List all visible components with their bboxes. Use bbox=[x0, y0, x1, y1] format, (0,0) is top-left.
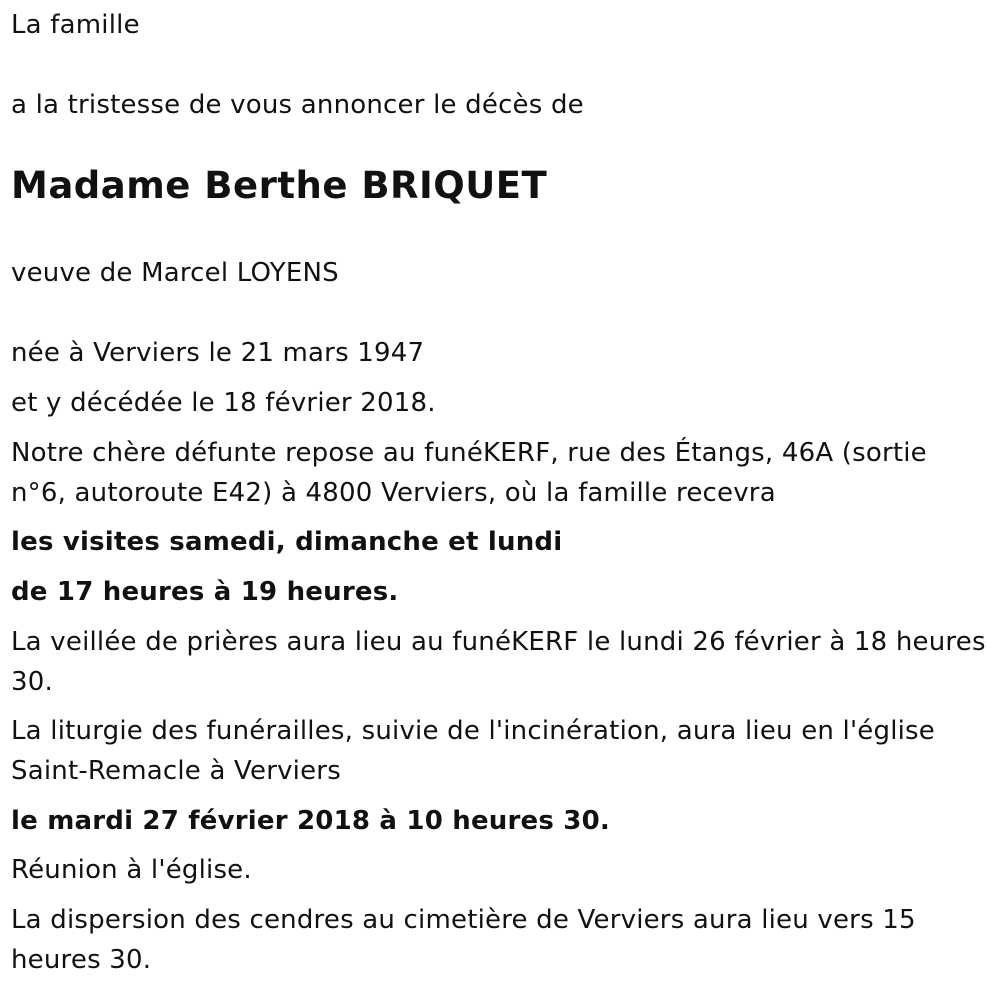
intro-announce: a la tristesse de vous annoncer le décès de bbox=[11, 90, 584, 120]
vigil-line-1: La veillée de prières aura lieu au funéKERF le lundi 26 février à 18 heures bbox=[11, 627, 986, 657]
liturgy-date: le mardi 27 février 2018 à 10 heures 30. bbox=[11, 806, 610, 836]
intro-family: La famille bbox=[11, 10, 140, 40]
rest-location-line-2: n°6, autoroute E42) à 4800 Verviers, où la famille recevra bbox=[11, 478, 776, 508]
widow-of: veuve de Marcel LOYENS bbox=[11, 258, 339, 288]
vigil-line-2: 30. bbox=[11, 667, 53, 697]
dispersion-line-2: heures 30. bbox=[11, 945, 152, 975]
rest-location-line-1: Notre chère défunte repose au funéKERF, rue des Étangs, 46A (sortie bbox=[11, 438, 927, 468]
birth-info: née à Verviers le 21 mars 1947 bbox=[11, 338, 425, 368]
visits-hours: de 17 heures à 19 heures. bbox=[11, 577, 399, 607]
liturgy-line-2: Saint-Remacle à Verviers bbox=[11, 756, 341, 786]
deceased-name: Madame Berthe BRIQUET bbox=[11, 164, 548, 207]
visits-days: les visites samedi, dimanche et lundi bbox=[11, 527, 563, 557]
meeting-info: Réunion à l'église. bbox=[11, 855, 252, 885]
liturgy-line-1: La liturgie des funérailles, suivie de l'incinération, aura lieu en l'église bbox=[11, 716, 935, 746]
death-info: et y décédée le 18 février 2018. bbox=[11, 388, 436, 418]
dispersion-line-1: La dispersion des cendres au cimetière de Verviers aura lieu vers 15 bbox=[11, 905, 916, 935]
